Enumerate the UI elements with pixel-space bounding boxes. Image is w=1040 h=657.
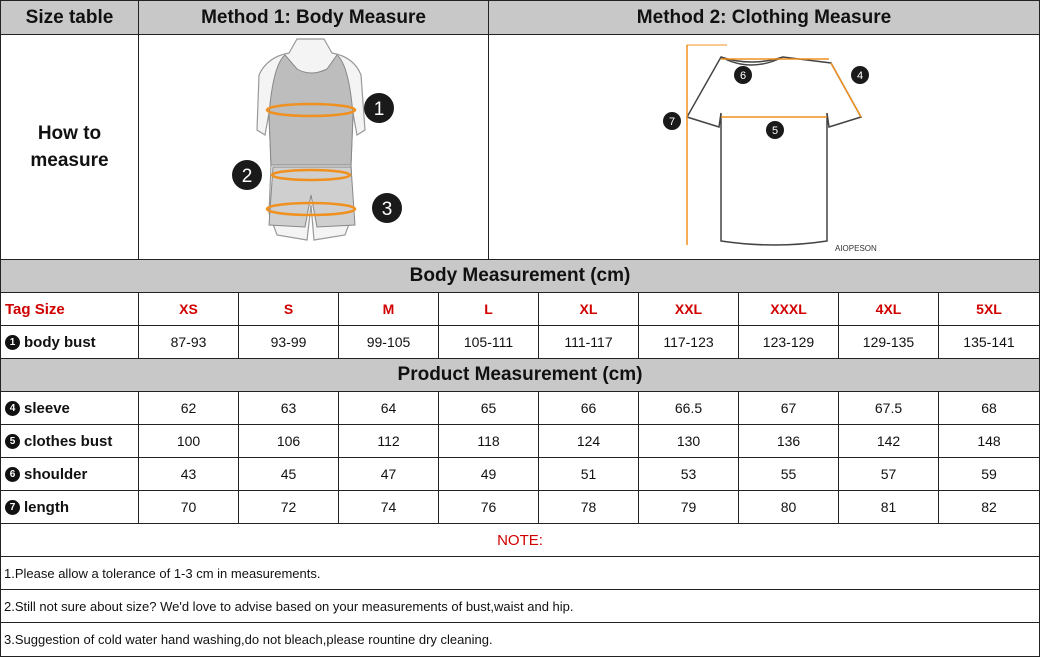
clothing-measure-figure bbox=[488, 34, 1040, 260]
table-cell: 66.5 bbox=[638, 391, 739, 425]
row-label-text: body bust bbox=[24, 333, 96, 351]
size-header-l: L bbox=[438, 292, 539, 326]
note-3: 3.Suggestion of cold water hand washing,do not bleach,please rountine dry cleaning. bbox=[0, 622, 1040, 657]
table-cell: 148 bbox=[938, 424, 1040, 458]
table-cell: 105-111 bbox=[438, 325, 539, 359]
size-table-header: Size table bbox=[0, 0, 139, 35]
tshirt-outline bbox=[687, 57, 864, 245]
svg-text:4: 4 bbox=[856, 70, 864, 82]
table-cell: 55 bbox=[738, 457, 839, 491]
size-header-5xl: 5XL bbox=[938, 292, 1040, 326]
marker-6 bbox=[734, 66, 752, 84]
marker-2 bbox=[232, 160, 262, 190]
marker-3 bbox=[372, 193, 402, 223]
note-2: 2.Still not sure about size? We'd love to advise based on your measurements of bust,waist and hip. bbox=[0, 589, 1040, 623]
method1-header: Method 1: Body Measure bbox=[138, 0, 489, 35]
method2-header: Method 2: Clothing Measure bbox=[488, 0, 1040, 35]
svg-text:3: 3 bbox=[381, 199, 393, 220]
table-cell: 62 bbox=[138, 391, 239, 425]
table-cell: 112 bbox=[338, 424, 439, 458]
table-cell: 63 bbox=[238, 391, 339, 425]
row-label-shoulder bbox=[0, 457, 139, 491]
size-header-xxl: XXL bbox=[638, 292, 739, 326]
row-label-sleeve bbox=[0, 391, 139, 425]
product-measurement-title: Product Measurement (cm) bbox=[0, 358, 1040, 392]
marker-4 bbox=[851, 66, 869, 84]
table-cell: 124 bbox=[538, 424, 639, 458]
row-label-body-bust bbox=[0, 325, 139, 359]
number-badge-icon: 1 bbox=[5, 335, 20, 350]
table-cell: 87-93 bbox=[138, 325, 239, 359]
size-header-xxxl: XXXL bbox=[738, 292, 839, 326]
how-to-measure-label: How to measure bbox=[0, 34, 139, 260]
brand-label: AIOPESON bbox=[835, 244, 877, 253]
number-badge-icon: 7 bbox=[5, 500, 20, 515]
table-cell: 135-141 bbox=[938, 325, 1040, 359]
table-cell: 66 bbox=[538, 391, 639, 425]
table-cell: 43 bbox=[138, 457, 239, 491]
table-cell: 76 bbox=[438, 490, 539, 524]
table-cell: 70 bbox=[138, 490, 239, 524]
table-cell: 47 bbox=[338, 457, 439, 491]
number-badge-icon: 4 bbox=[5, 401, 20, 416]
table-cell: 49 bbox=[438, 457, 539, 491]
table-cell: 45 bbox=[238, 457, 339, 491]
table-cell: 123-129 bbox=[738, 325, 839, 359]
body-measurement-title: Body Measurement (cm) bbox=[0, 259, 1040, 293]
table-cell: 78 bbox=[538, 490, 639, 524]
marker-7 bbox=[663, 112, 681, 130]
table-cell: 117-123 bbox=[638, 325, 739, 359]
table-cell: 57 bbox=[838, 457, 939, 491]
number-badge-icon: 6 bbox=[5, 467, 20, 482]
tag-size-label: Tag Size bbox=[0, 292, 139, 326]
size-header-xl: XL bbox=[538, 292, 639, 326]
svg-text:7: 7 bbox=[668, 116, 676, 128]
svg-text:5: 5 bbox=[771, 125, 779, 137]
table-cell: 74 bbox=[338, 490, 439, 524]
table-cell: 53 bbox=[638, 457, 739, 491]
number-badge-icon: 5 bbox=[5, 434, 20, 449]
table-cell: 136 bbox=[738, 424, 839, 458]
row-label-length bbox=[0, 490, 139, 524]
table-cell: 142 bbox=[838, 424, 939, 458]
svg-text:6: 6 bbox=[739, 70, 747, 82]
table-cell: 106 bbox=[238, 424, 339, 458]
table-cell: 129-135 bbox=[838, 325, 939, 359]
size-header-4xl: 4XL bbox=[838, 292, 939, 326]
tshirt-diagram bbox=[489, 35, 1039, 259]
size-header-xs: XS bbox=[138, 292, 239, 326]
size-header-s: S bbox=[238, 292, 339, 326]
body-diagram bbox=[139, 35, 488, 259]
table-cell: 118 bbox=[438, 424, 539, 458]
marker-5 bbox=[766, 121, 784, 139]
note-1: 1.Please allow a tolerance of 1-3 cm in measurements. bbox=[0, 556, 1040, 590]
body-measure-figure bbox=[138, 34, 489, 260]
table-cell: 65 bbox=[438, 391, 539, 425]
table-cell: 93-99 bbox=[238, 325, 339, 359]
note-title: NOTE: bbox=[0, 523, 1040, 557]
table-cell: 72 bbox=[238, 490, 339, 524]
marker-1 bbox=[364, 93, 394, 123]
table-cell: 99-105 bbox=[338, 325, 439, 359]
table-cell: 59 bbox=[938, 457, 1040, 491]
table-cell: 67 bbox=[738, 391, 839, 425]
row-label-text: clothes bust bbox=[24, 432, 113, 450]
row-label-clothes-bust bbox=[0, 424, 139, 458]
table-cell: 130 bbox=[638, 424, 739, 458]
table-cell: 64 bbox=[338, 391, 439, 425]
table-cell: 82 bbox=[938, 490, 1040, 524]
svg-text:1: 1 bbox=[373, 99, 385, 120]
table-cell: 111-117 bbox=[538, 325, 639, 359]
size-header-m: M bbox=[338, 292, 439, 326]
row-label-text: shoulder bbox=[24, 465, 88, 483]
table-cell: 67.5 bbox=[838, 391, 939, 425]
table-cell: 51 bbox=[538, 457, 639, 491]
table-cell: 100 bbox=[138, 424, 239, 458]
table-cell: 80 bbox=[738, 490, 839, 524]
row-label-text: sleeve bbox=[24, 399, 70, 417]
table-cell: 81 bbox=[838, 490, 939, 524]
table-cell: 68 bbox=[938, 391, 1040, 425]
svg-text:2: 2 bbox=[241, 166, 253, 187]
row-label-text: length bbox=[24, 498, 69, 516]
table-cell: 79 bbox=[638, 490, 739, 524]
